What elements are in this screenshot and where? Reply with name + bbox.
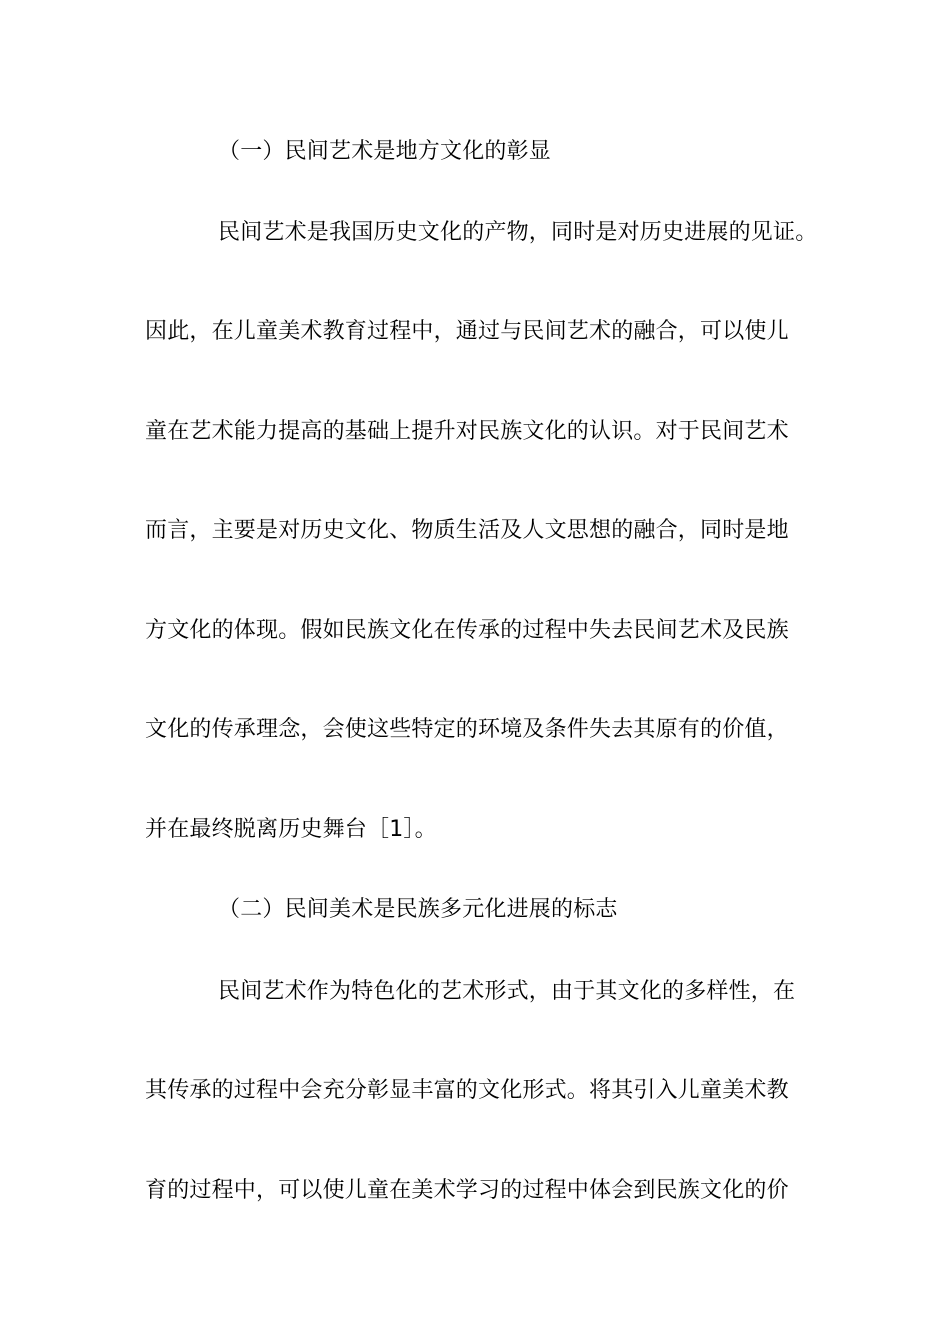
section-heading-2: （二）民间美术是民族多元化进展的标志 xyxy=(218,897,618,922)
paragraph-line: 其传承的过程中会充分彰显丰富的文化形式。将其引入儿童美术教 xyxy=(145,1078,789,1103)
paragraph-line: 民间艺术是我国历史文化的产物，同时是对历史进展的见证。 xyxy=(218,220,818,245)
paragraph-line: 并在最终脱离历史舞台［1］。 xyxy=(145,817,437,842)
paragraph-line: 而言，主要是对历史文化、物质生活及人文思想的融合，同时是地 xyxy=(145,518,789,543)
paragraph-line: 文化的传承理念，会使这些特定的环境及条件失去其原有的价值， xyxy=(145,717,789,742)
section-heading-1: （一）民间艺术是地方文化的彰显 xyxy=(218,139,552,164)
paragraph-line: 育的过程中，可以使儿童在美术学习的过程中体会到民族文化的价 xyxy=(145,1178,789,1203)
paragraph-line: 方文化的体现。假如民族文化在传承的过程中失去民间艺术及民族 xyxy=(145,618,789,643)
paragraph-line: 因此，在儿童美术教育过程中，通过与民间艺术的融合，可以使儿 xyxy=(145,319,789,344)
paragraph-line: 民间艺术作为特色化的艺术形式，由于其文化的多样性，在 xyxy=(218,979,796,1004)
paragraph-line: 童在艺术能力提高的基础上提升对民族文化的认识。对于民间艺术 xyxy=(145,419,789,444)
